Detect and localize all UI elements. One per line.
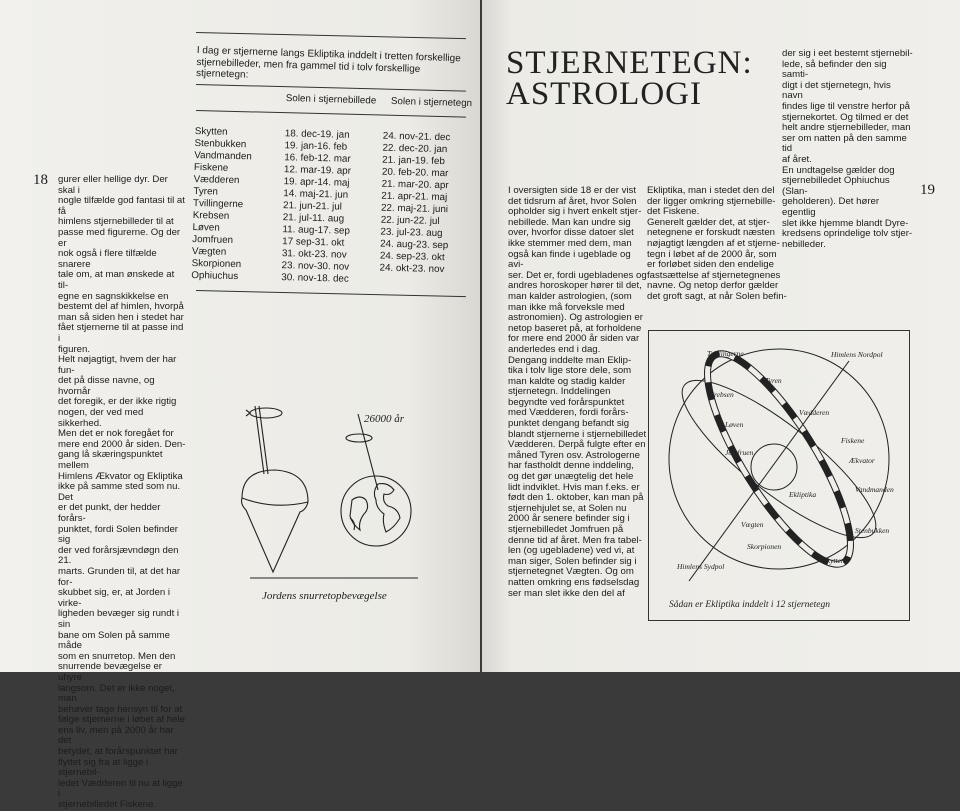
text-line: af året.	[782, 153, 812, 165]
table-cell-name: Ophiuchus	[191, 269, 239, 283]
earth-globe	[341, 414, 411, 546]
label-vandmanden: Vandmanden	[855, 485, 894, 494]
text-line: ledet Vædderen til nu at ligge i	[58, 777, 183, 800]
label-aekvator: Ækvator	[849, 456, 875, 465]
text-line: ikke på samme sted som nu. Det	[58, 481, 181, 503]
text-line: langsom. Det er ikke noget, man	[58, 682, 175, 705]
table-cell-sign-dates: 24. aug-23. sep	[380, 238, 449, 252]
label-skorpionen: Skorpionen	[747, 542, 782, 551]
text-line: er forløbet siden den endelige	[647, 259, 774, 271]
text-line: begyndte ved forårspunktet	[508, 396, 625, 408]
text-line: nogle tilfælde god fantasi til at få	[58, 195, 185, 217]
earth-center	[751, 444, 797, 490]
text-line: Generelt gælder det, at stjer-	[647, 216, 770, 228]
right-page	[482, 0, 960, 672]
text-line: bestemt del af himlen, hvorpå	[58, 301, 184, 313]
text-line: fået stjernerne til at passe ind i	[58, 322, 184, 344]
page-title	[506, 45, 753, 112]
text-line: flyttet sig fra at ligge i stjernebil-	[58, 756, 149, 779]
zodiac-table	[191, 126, 483, 289]
text-line: Dengang inddelte man Eklip-	[508, 354, 632, 366]
table-cell-name: Stenbukken	[194, 137, 247, 151]
text-line: ikke stemmer med dem, man	[508, 237, 632, 249]
table-header-constellation: Solen i stjernebillede	[285, 93, 377, 107]
text-line: der ligger omkring stjernebille-	[647, 195, 776, 207]
text-line: helt andre stjernebilleder, man	[782, 122, 911, 134]
table-cell-sign-dates: 24. okt-23. nov	[379, 262, 445, 276]
text-line: gang lå skæringspunktet mellem	[58, 449, 163, 472]
text-line: Ekliptika, man i stedet den del	[647, 185, 775, 196]
label-skytten: Skytten	[823, 556, 845, 565]
table-cell-name: Vandmanden	[194, 149, 252, 163]
table-cell-name: Skorpionen	[191, 257, 242, 271]
table-cell-sign-dates: 22. maj-21. juni	[380, 202, 449, 216]
table-intro: I dag er stjernerne langs Ekliptika inddelt i tretten forskellige stjernebilleder, men fra gammel tid i tolv forskellige stjernetegn:	[195, 45, 461, 81]
text-line: nøjagtigt længden af et stjerne-	[647, 237, 780, 249]
table-cell-name: Tyren	[193, 185, 219, 198]
text-line: for mere end 2000 år siden var	[508, 333, 640, 345]
text-line: man ikke må forveksle med	[508, 301, 625, 313]
text-line: og det gør unægtelig det hele	[508, 471, 634, 483]
table-cell-name: Vædderen	[193, 173, 240, 187]
text-line: opholder sig i hvert enkelt stjer-	[508, 206, 642, 218]
text-line: stjernebilledet Ophiuchus (Slan-	[782, 175, 890, 197]
label-stenbukken: Stenbukken	[855, 526, 890, 535]
table-cell-sign-dates: 21. mar-20. apr	[381, 178, 449, 192]
text-line: egne en sagnskikkelse en	[58, 290, 169, 302]
text-line: som en snurretop. Men den	[58, 650, 176, 662]
label-sydpol: Himlens Sydpol	[677, 562, 725, 571]
text-line: det foregik, er der ikke rigtig	[58, 396, 177, 408]
top-rule	[196, 32, 466, 39]
text-line: stjernebilledet Jomfruen på	[508, 524, 624, 535]
text-line: kredsens oprindelige tolv stjer-	[782, 228, 913, 240]
label-tyren: Tyren	[765, 376, 782, 385]
text-line: lede, så befinder den sig samti-	[782, 58, 887, 81]
table-cell-sign-dates: 21. apr-21. maj	[381, 190, 448, 204]
table-cell-sign-dates: 24. nov-21. dec	[382, 130, 451, 144]
table-cell-name: Krebsen	[192, 209, 230, 222]
table-cell-constellation-dates: 23. nov-30. nov	[281, 260, 350, 273]
label-vaegten: Vægten	[741, 520, 764, 529]
text-line: I oversigten side 18 er der vist	[508, 185, 636, 196]
text-line: det groft sagt, at når Solen befin-	[647, 290, 787, 302]
table-cell-sign-dates: 20. feb-20. mar	[381, 166, 449, 180]
table-rule-bottom	[196, 290, 466, 297]
table-cell-constellation-dates: 21. jul-11. aug	[282, 212, 345, 225]
text-line: natten omkring ens fødselsdag	[508, 576, 640, 588]
text-line: med Vædderen, fordi forårs-	[508, 407, 629, 419]
figure-caption-left: Jordens snurretopbevægelse	[262, 590, 387, 602]
text-line: passe med figurerne. Og der er	[58, 226, 181, 249]
table-cell-constellation-dates: 19. jan-16. feb	[284, 140, 348, 153]
table-cell-name: Løven	[192, 221, 220, 234]
text-line: ser om natten på den samme tid	[782, 132, 907, 155]
label-ekliptika: Ekliptika	[789, 490, 817, 499]
text-line: der sig i eet bestemt stjernebil-	[782, 48, 913, 59]
text-line: stjernetegn. Inddelingen	[508, 386, 611, 398]
text-line: geholderen). Det hører egentlig	[782, 196, 880, 218]
label-loeven: Løven	[725, 420, 744, 429]
text-line: Helt nøjagtigt, hvem der har fun-	[58, 354, 177, 376]
text-line: ser man slet ikke den del af	[508, 587, 625, 599]
text-line: følge stjernerne i løbet af hele	[58, 714, 185, 726]
text-line: tale om, at man ønskede at til-	[58, 269, 175, 291]
text-line: betydet, at forårspunktet har	[58, 746, 178, 758]
text-line: også kan finde i ugeblade og avi-	[508, 248, 631, 271]
text-line: punktet dengang befandt sig	[508, 418, 630, 430]
table-cell-sign-dates: 22. dec-20. jan	[382, 142, 448, 156]
text-line: himlens stjernebilleder til at	[58, 216, 174, 228]
text-line: denne tid af året. Men fra tabel-	[508, 534, 642, 546]
table-cell-constellation-dates: 12. mar-19. apr	[283, 164, 352, 177]
text-line: mere end 2000 år siden. Den-	[58, 438, 186, 450]
table-cell-constellation-dates: 16. feb-12. mar	[284, 152, 351, 165]
text-line: nok også i flere tilfælde snarere	[58, 248, 157, 270]
text-line: man kaldte og stadig kalder	[508, 375, 626, 387]
diagram-caption: Sådan er Ekliptika inddelt i 12 stjernetegn	[669, 600, 830, 610]
text-line: tegn i løbet af de 2000 år, som	[647, 248, 777, 260]
page-number-right: 19	[920, 182, 935, 198]
text-line: født den 1. oktober, kan man på	[508, 492, 644, 504]
table-header-sign: Solen i stjernetegn	[390, 95, 473, 110]
text-line: det på disse navne, og hvornår	[58, 375, 155, 397]
text-line: figuren.	[58, 343, 90, 355]
text-line: findes lige til venstre herfor på	[782, 100, 910, 112]
table-cell-sign-dates	[379, 275, 479, 289]
table-cell-sign-dates: 24. sep-23. okt	[379, 250, 445, 264]
table-cell-name: Tvillingerne	[192, 197, 244, 211]
text-line: blandt stjernerne i stjernebilledet	[508, 428, 647, 440]
right-column-1-text	[508, 186, 648, 599]
left-column-text	[58, 175, 186, 811]
text-line: snurrende bevægelse er uhyre	[58, 661, 162, 683]
text-line: lidt indviklet. Hvis man f.eks. er	[508, 481, 640, 493]
table-cell-name: Vægten	[191, 245, 227, 258]
text-line: andres horoskoper hører til det,	[508, 280, 642, 292]
text-line: navne. Og netop derfor gælder	[647, 280, 779, 292]
table-cell-name: Fiskene	[193, 161, 229, 174]
table-cell-name: Jomfruen	[192, 233, 234, 246]
title-line-2: ASTROLOGI	[506, 76, 702, 112]
label-tvillingerne: Tvillingerne	[707, 349, 744, 358]
label-fiskene: Fiskene	[841, 436, 865, 445]
text-line: fastsættelse af stjernetegnenes	[647, 269, 781, 281]
text-line: Men det er nok foregået for	[58, 428, 174, 440]
text-line: stjernetegnet Vægten. Og om	[508, 566, 634, 578]
text-line: punktet, fordi Solen befinder sig	[58, 523, 179, 546]
text-line: Vædderen. Derpå fulgte efter en	[508, 439, 646, 451]
text-line: nebilleder.	[782, 238, 826, 250]
spinning-top-figure	[228, 398, 428, 590]
table-cell-constellation-dates: 21. jun-21. jul	[282, 200, 343, 213]
table-cell-sign-dates: 23. jul-23. aug	[380, 226, 443, 240]
text-line: det Fiskene.	[647, 206, 700, 218]
text-line: nogen, der ved med sikkerhed.	[58, 407, 144, 429]
page-number: 18	[33, 172, 48, 188]
table-cell-name: Skytten	[194, 126, 228, 138]
text-line: bane om Solen på samme måde	[58, 629, 170, 652]
text-line: astronomien). Og astrologien er	[508, 312, 643, 324]
table-cell-constellation-dates: 11. aug-17. sep	[282, 224, 350, 237]
right-column-2-text	[647, 186, 787, 303]
text-line: stjernebilledet Fiskene.	[58, 799, 157, 811]
text-line: har fastholdt denne inddeling,	[508, 460, 634, 472]
table-cell-constellation-dates: 30. nov-18. dec	[281, 272, 349, 285]
ecliptic-diagram	[648, 330, 910, 621]
table-cell-constellation-dates: 17 sep-31. okt	[282, 236, 345, 249]
text-line: nebillede. Man kan undre sig	[508, 216, 631, 228]
text-line: gurer eller hellige dyr. Der skal i	[58, 174, 168, 196]
text-line: slet ikke hjemme blandt Dyre-	[782, 217, 909, 229]
table-cell-sign-dates: 21. jan-19. feb	[382, 154, 445, 168]
text-line: Himlens Ækvator og Ekliptika	[58, 470, 183, 482]
text-line: ens liv, men på 2000 år har det	[58, 724, 174, 747]
text-line: len (og ugebladene) ved vi, at	[508, 545, 635, 557]
table-cell-constellation-dates: 18. dec-19. jan	[284, 128, 350, 141]
text-line: netop baseret på, at forholdene	[508, 322, 642, 334]
text-line: skubbet sig, er, at Jorden i virke-	[58, 587, 170, 609]
text-line: man kalder astrologien, (som	[508, 290, 632, 302]
table-cell-sign-dates: 22. jun-22. jul	[380, 214, 440, 228]
title-line-1: STJERNETEGN:	[506, 45, 753, 81]
years-label: 26000 år	[364, 413, 405, 425]
ecliptic-svg	[649, 331, 909, 620]
text-line: over, hvorfor disse datoer slet	[508, 227, 634, 239]
text-line: man siger, Solen befinder sig i	[508, 555, 637, 567]
text-line: ser. Det er, fordi ugebladenes og	[508, 269, 647, 281]
table-header	[286, 93, 473, 109]
text-line: netegnene er forskudt næsten	[647, 227, 776, 239]
text-line: der ved forårsjævndøgn den 21.	[58, 544, 179, 567]
text-line: En undtagelse gælder dog	[782, 164, 895, 176]
label-jomfruen: Jomfruen	[725, 448, 754, 457]
right-column-3-text	[782, 49, 914, 250]
text-line: er det punkt, der hedder forårs-	[58, 502, 161, 524]
text-line: anderledes end i dag.	[508, 343, 601, 355]
text-line: stjernehjulet se, at Solen nu	[508, 502, 627, 514]
text-line: ligheden bevæger sig rundt i sin	[58, 608, 180, 630]
text-line: 2000 år senere befinder sig i	[508, 513, 630, 525]
table-rule-mid	[196, 110, 466, 118]
table-cell-constellation-dates: 19. apr-14. maj	[283, 176, 350, 189]
text-line: måned Tyren osv. Astrologerne	[508, 449, 640, 461]
text-line: digt i det stjernetegn, hvis navn	[782, 79, 891, 102]
text-line: det tidsrum af året, hvor Solen	[508, 195, 637, 207]
label-nordpol: Himlens Nordpol	[831, 350, 883, 359]
spinning-top	[242, 406, 309, 572]
label-vaedderen: Vædderen	[799, 408, 830, 417]
label-krebsen: Krebsen	[709, 390, 734, 399]
table-cell-constellation-dates: 31. okt-23. nov	[281, 248, 347, 261]
text-line: behøver tage hensyn til for at	[58, 703, 183, 715]
text-line: stjernekortet. Og tilmed er det	[782, 111, 909, 123]
table-cell-constellation-dates: 14. maj-21. jun	[283, 188, 349, 201]
text-line: man så siden hen i stedet har	[58, 311, 184, 323]
text-line: marts. Grunden til, at det har for-	[58, 565, 181, 588]
text-line: tika i tolv lige store dele, som	[508, 365, 632, 377]
